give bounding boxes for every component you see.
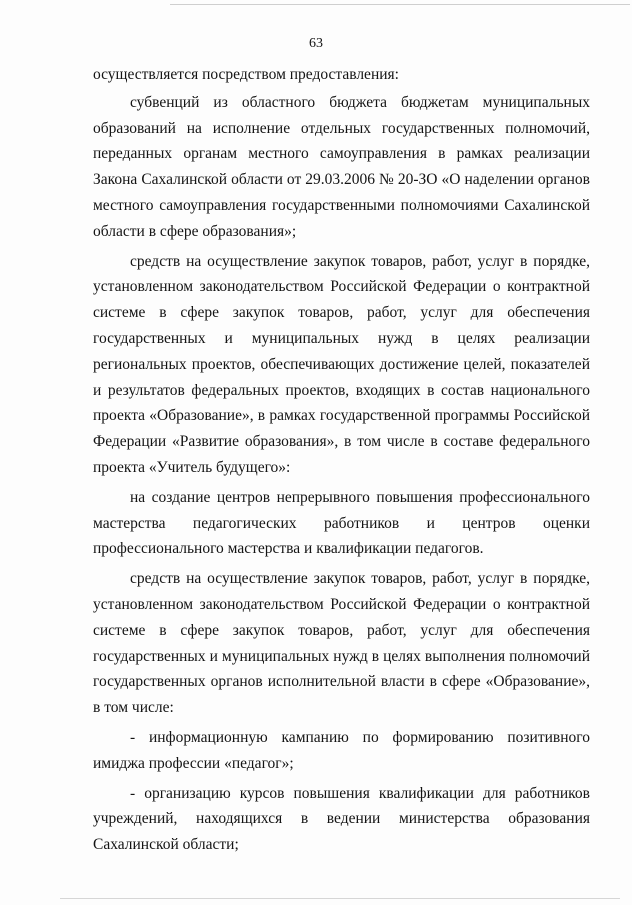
paragraph-centers: на создание центров непрерывного повышения профессионального мастерства педагогических работников и центров оценки профессионального мастерства и квалификации педагогов. (93, 488, 590, 558)
list-item-campaign: - информационную кампанию по формированию позитивного имиджа профессии «педагог»; (93, 728, 590, 772)
scan-edge-top (170, 4, 630, 5)
paragraph-intro: осуществляется посредством предоставления: (93, 66, 399, 83)
document-body (93, 62, 590, 862)
page-number: 63 (309, 36, 323, 51)
paragraph-procurement-authorities: средств на осуществление закупок товаров, работ, услуг в порядке, установленном законодательством Российской Федерации о контрактной системе в сфере закупок товаров, работ, услуг для обеспечения государственных и муниципальных нужд в целях выполнения полномочий государственных органов исполнительной власти в сфере «Образование», в том числе: (93, 570, 590, 717)
paragraph-procurement-regional: средств на осуществление закупок товаров, работ, услуг в порядке, установленном законодательством Российской Федерации о контрактной системе в сфере закупок товаров, работ, услуг для обеспечения государственных и муниципальных нужд в целях реализации региональных проектов, обеспечивающих достижение целей, показателей и результатов федеральных проектов, входящих в состав национального проекта «Образование», в рамках государственной программы Российской Федерации «Развитие образования», в том числе в составе федерального проекта «Учитель будущего»: (93, 252, 590, 476)
list-item-courses: - организацию курсов повышения квалификации для работников учреждений, находящихся в ведении министерства образования Сахалинской области; (93, 784, 590, 854)
paragraph-subventions: субвенций из областного бюджета бюджетам муниципальных образований на исполнение отдельных государственных полномочий, переданных органам местного самоуправления в рамках реализации Закона Сахалинской области от 29.03.2006 № 20-ЗО «О наделении органов местного самоуправления государственными полномочиями Сахалинской области в сфере образования»; (93, 93, 590, 240)
scan-edge-bottom (60, 898, 620, 899)
